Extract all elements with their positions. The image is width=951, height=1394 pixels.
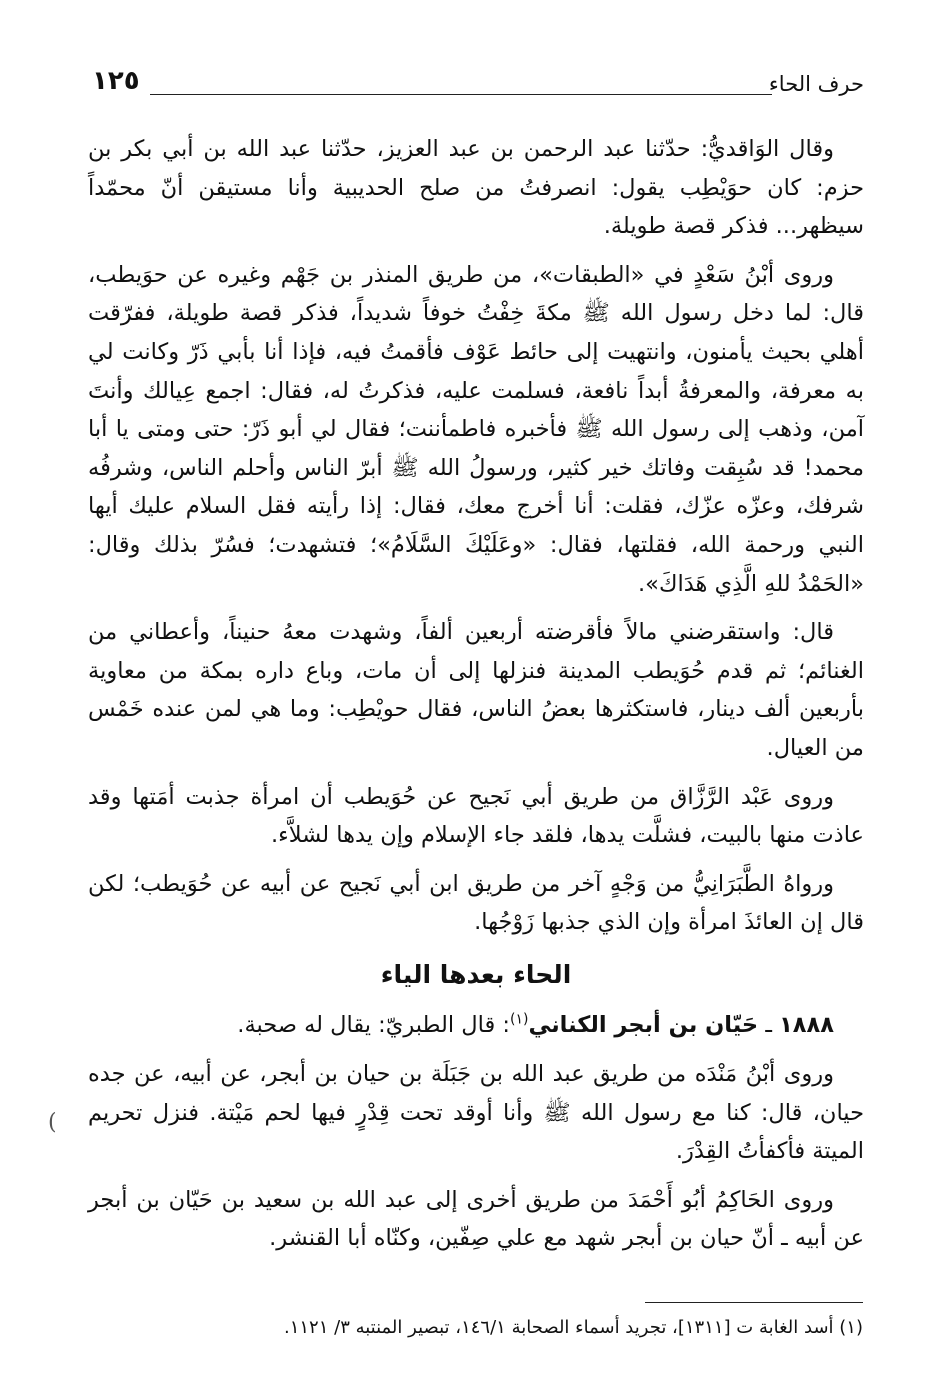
- entry-name: حَيّان بن أبجر الكناني: [528, 1012, 759, 1039]
- paragraph: وقال الوَاقديُّ: حدّثنا عبد الرحمن بن عبد العزيز، حدّثنا عبد الله بن أبي بكر بن حزم: كان حوَيْطِب يقول: انصرفتُ من صلح الحديبية وأنا مستيقن أنّ محمّداً سيظهر... فذكر قصة طويلة.: [88, 136, 864, 240]
- paragraph: قال: واستقرضني مالاً فأقرضته أربعين ألفاً، وشهدت معهُ حنيناً، وأعطاني من الغنائم؛ ثم قدم حُوَيطب المدينة فنزلها إلى أن مات، وباع داره بمكة من معاوية بأربعين ألف دينار، فاستكثرها بعضُ الناس، فقال حويْطِب: وما هي لمن عنده خَمْس من العيال.: [88, 619, 864, 761]
- paragraph: وروى الحَاكِمُ أبُو أَحْمَدَ من طريق أخرى إلى عبد الله بن سعيد بن حَيّان بن أبجر عن أبيه ـ أنّ حيان بن أبجر شهد مع علي صِفّين، وكنّاه أبا القنشر.: [88, 1186, 864, 1252]
- paragraph: وروى أبْنُ سَعْدٍ في «الطبقات»، من طريق المنذر بن جَهْم وغيره عن حوَيطب، قال: لما دخل رسول الله ﷺ مكةَ خِفْتُ خوفاً شديداً، فذكر قصة طويلة، ففرّقت أهلي بحيث يأمنون، وانتهيت إلى حائط عَوْف فأقمتُ فيه، فإذا أنا بأبي ذَرّ وكانت لي به معرفة، والمعرفةُ أبداً نافعة، فسلمت عليه، فذكرتُ له، فقال: اجمع عِيالك وأنتَ آمن، وذهب إلى رسول الله ﷺ فأخبره فاطمأننت؛ فقال لي أبو ذَرّ: حتى ومتى يا أبا محمد! قد سُبِقت وفاتك خير كثير، ورسولُ الله ﷺ أبرّ الناس وأحلم الناس، وشرفُه شرفك، وعزّه عزّك، فقلت: أنا أخرج معك، فقال: إذا رأيته فقل السلام عليك أيها النبي ورحمة الله، فقلتها، فقال: «وعَلَيْكَ السَّلَامُ»؛ فتشهدت؛ فسُرّ بذلك وقال: «الحَمْدُ للهِ الَّذِي هَدَاكَ».: [88, 261, 864, 597]
- footnote: (١) أسد الغابة ت [١٣١١]، تجريد أسماء الصحابة ١٤٦/١، تبصير المنتبه ٣/ ١١٢١.: [283, 1317, 863, 1338]
- paragraph: وروى عَبْد الرَّزَّاق من طريق أبي نَجيح عن حُوَيطب أن امرأة جذبت أمَتها وقد عاذت منها بالبيت، فشلَّت يدها، فلقد جاء الإسلام وإن يدها لشلاَّء.: [88, 783, 864, 849]
- footnote-reference[interactable]: (١): [509, 1011, 529, 1028]
- entry-number: ١٨٨٨: [779, 1012, 834, 1039]
- margin-mark: (: [48, 1110, 57, 1135]
- paragraph: ورواهُ الطَّبَرَانِيُّ من وَجْهٍ آخر من طريق ابن أبي نَجيح عن أبيه عن حُوَيطب؛ لكن قال إن العائذَ امرأة وإن الذي جذبها زَوْجُها.: [88, 870, 864, 936]
- header-rule: [150, 94, 772, 95]
- paragraph: وروى أبْنُ مَنْدَه من طريق عبد الله بن جَبَلَة بن حيان بن أبجر، عن أبيه، عن جده حيان، قال: كنا مع رسول الله ﷺ وأنا أوقد تحت قِدْرٍ فيها لحم مَيْتة. فنزل تحريم الميتة فأكفأتُ القِدْرَ.: [88, 1061, 864, 1165]
- running-head: حرف الحاء: [768, 72, 864, 96]
- page-header: [92, 66, 864, 106]
- footnote-rule: [645, 1302, 863, 1303]
- page-number: ١٢٥: [92, 66, 140, 96]
- entry-separator: ـ: [765, 1012, 772, 1039]
- entry-paragraph: [88, 1006, 864, 1045]
- entry-text: : قال الطبريّ: يقال له صحبة.: [237, 1012, 510, 1039]
- section-heading: الحاء بعدها الياء: [380, 959, 572, 989]
- page-body: [88, 130, 864, 1268]
